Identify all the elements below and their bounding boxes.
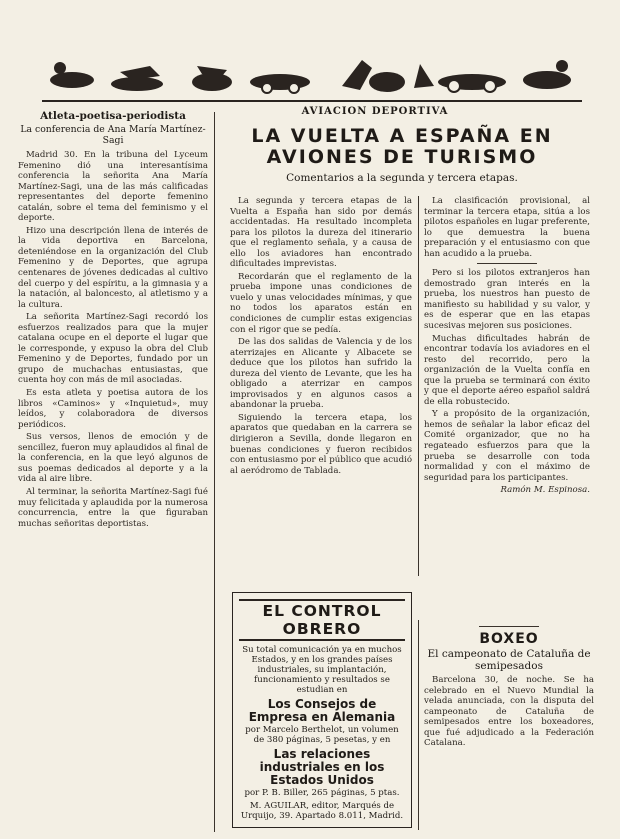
main-paragraph: Siguiendo la tercera etapa, los aparatos que quedaban en la carrera se dirigieron a Sevilla, donde llegaron en buenas condiciones y fueron recibidos con entusiasmo por el público que acudió al aeródromo de Tablada. (230, 412, 412, 476)
separator (479, 626, 539, 627)
main-paragraph: Recordarán que el reglamento de la prueba impone unas condiciones de vuelo y unas velocidades mínimas, y que no todos los aparatos están en condiciones de cumplir estas exigencias con el rigor que se pedía. (230, 271, 412, 335)
left-subhead: La conferencia de Ana María Martínez-Sagi (20, 124, 206, 146)
ad-book-title: Los Consejos de Empresa en Alemania (248, 697, 396, 724)
main-subhead: Comentarios a la segunda y tercera etapas. (286, 172, 518, 184)
control-obrero-advertisement (232, 592, 412, 828)
banner-rule (42, 100, 582, 102)
boxeo-title: BOXEO (479, 631, 539, 647)
article-signature: Ramón M. Espinosa. (500, 485, 590, 496)
left-paragraph: Es esta atleta y poetisa autora de los libros «Caminos» y «Inquietud», muy leídos, y colaboradora de diversos periódicos. (18, 388, 208, 430)
column-rule-lower (418, 620, 419, 830)
boxeo-article (424, 622, 594, 832)
main-paragraph: La clasificación provisional, al terminar la tercera etapa, sitúa a los pilotos españoles en lugar preferente, lo que demuestra la buena preparación y el entusiasmo con que han acudido a la prueba. (424, 196, 590, 259)
column-rule-middle (418, 196, 419, 576)
section-title: AVIACION DEPORTIVA (301, 106, 449, 117)
left-paragraph: Hizo una descripción llena de interés de la vida deportiva en Barcelona, deteniéndose en la organización del Club Femenino y de Deportes, que agrupa centenares de jóvenes dedicadas al cultivo del cuerpo y del espíritu, a la gimnasia y a la natación, al baloncesto, al atletismo y a la cultura. (18, 225, 208, 310)
main-column-1 (230, 196, 412, 586)
main-paragraph: Muchas dificultades habrán de encontrar todavía los aviadores en el resto del recorrido, pero la organización de la Vuelta confía en que la prueba se terminará con éxito y que el deporte aéreo español saldrá de ella robustecido. (424, 333, 590, 407)
main-paragraph: La segunda y tercera etapas de la Vuelta a España han sido por demás accidentadas. Ha resultado incompleta para los pilotos la dureza del itinerario que el reglamento señala, y a causa de ello los aviadores han encontrado dificultades imprevistas. (230, 196, 412, 270)
ad-book-info: por Marcelo Berthelot, un volumen de 380 páginas, 5 pesetas, y en (245, 725, 399, 745)
left-paragraph: Sus versos, llenos de emoción y de sencillez, fueron muy aplaudidos al final de la conferencia, en la que leyó algunos de sus poemas dedicados al deporte y a la vida al aire libre. (18, 432, 208, 485)
left-paragraph: La señorita Martínez-Sagi recordó los esfuerzos realizados para que la mujer catalana ocupe en el deporte el lugar que le corresponde, y expuso la obra del Club Femenino y de Deportes, fundado por un grupo de muchachas entusiastas, que cuenta hoy con más de mil asociadas. (18, 312, 208, 386)
left-paragraph: Al terminar, la señorita Martínez-Sagi fué muy felicitada y aplaudida por la numerosa concurrencia, entre la que figuraban muchas señoritas deportistas. (18, 486, 208, 529)
sports-banner-illustration (42, 46, 582, 100)
main-column-2 (424, 196, 590, 616)
boxeo-text: Barcelona 30, de noche. Se ha celebrado en el Nuevo Mundial la velada anunciada, con la disputa del campeonato de Cataluña de semipesados entre los boxeadores, que fué adjudicado a la Federación Catalana. (424, 675, 594, 749)
ad-book-info: por P. B. Biller, 265 páginas, 5 ptas. (244, 788, 400, 798)
main-headline: LA VUELTA A ESPAÑA EN AVIONES DE TURISMO (251, 125, 553, 168)
column-rule-left (214, 112, 215, 832)
left-headline: Atleta-poetisa-periodista (40, 110, 186, 122)
left-column (18, 106, 208, 834)
main-paragraph: Y a propósito de la organización, hemos de señalar la labor eficaz del Comité organizador, que no ha regateado esfuerzos para que la prueba se desarrolle con toda normalidad y con el máximo de seguridad para los participantes. (424, 409, 590, 483)
ad-book-title: Las relaciones industriales en los Estados Unidos (259, 747, 385, 787)
ad-publisher: M. AGUILAR, editor, Marqués de Urquijo, 39. Apartado 8.011, Madrid. (240, 801, 404, 821)
boxeo-subtitle: El campeonato de Cataluña de semipesados (427, 648, 591, 672)
ad-title: EL CONTROL OBRERO (239, 599, 405, 641)
main-paragraph: De las dos salidas de Valencia y de los aterrizajes en Alicante y Albacete se deduce que los pilotos han sufrido la dureza del viento de Levante, que les ha obligado a aterrizar en campos improvisados y en algunos casos a abandonar la prueba. (230, 337, 412, 411)
separator (477, 263, 537, 264)
ad-intro: Su total comunicación ya en muchos Estados, y en los grandes países industriales, su implantación, funcionamiento y resultados se estudian en (242, 645, 402, 695)
main-paragraph: Pero si los pilotos extranjeros han demostrado gran interés en la prueba, los nuestros han puesto de manifiesto su habilidad y su valor, y es de esperar que en las etapas sucesivas mejoren sus posiciones. (424, 268, 590, 332)
left-paragraph: Madrid 30. En la tribuna del Lyceum Femenino dió una interesantísima conferencia la señorita Ana María Martínez-Sagi, una de las más calificadas representantes del deporte femenino catalán, sobre el tema del feminismo y el deporte. (18, 150, 208, 224)
